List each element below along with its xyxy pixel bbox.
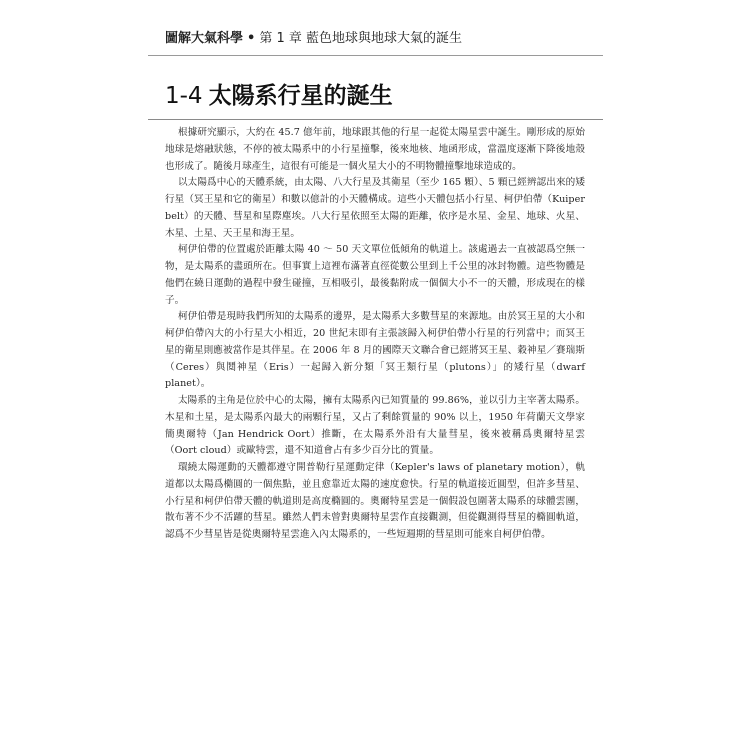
header-separator: • [247,31,256,46]
paragraph-3: 柯伊伯帶的位置處於距離太陽 40 ～ 50 天文單位低傾角的軌道上。該處過去一直被認爲空無一物，是太陽系的盡頭所在。但事實上這裡布滿著直徑從數公里到上千公里的冰封物體。這些物體是他們在繞日運動的過程中發生碰撞，互相吸引，最後黏附成一個個大小不一的天體，形成現在的樣子。 [165,244,585,306]
section-number: 1-4 [165,83,203,109]
body-text [165,125,585,544]
paragraph-1: 根據研究顯示，大約在 45.7 億年前，地球跟其他的行星一起從太陽星雲中誕生。剛形成的原始地球是熔融狀態，不停的被太陽系中的小行星撞擊，後來地核、地函形成，當溫度逐漸下降後地殼也形成了。隨後月球產生，這很有可能是一個火星大小的不明物體撞擊地球造成的。 [165,127,585,172]
paragraph-6: 環繞太陽運動的天體都遵守開普勒行星運動定律（Kepler's laws of planetary motion），軌道都以太陽爲橢圓的一個焦點，並且愈靠近太陽的速度愈快。行星的軌道接近圓型，但許多彗星、小行星和柯伊伯帶天體的軌道則是高度橢圓的。奧爾特星雲是一個假設包圍著太陽系的球體雲團，散布著不少不活躍的彗星。雖然人們未曾對奧爾特星雲作直接觀測，但從觀測得彗星的橢圓軌道，認爲不少彗星皆是從奧爾特星雲進入內太陽系的，一些短週期的彗星則可能來自柯伊伯帶。 [165,462,585,540]
header-divider [148,55,603,56]
running-header [165,30,595,48]
section-heading [165,81,393,111]
paragraph-4: 柯伊伯帶是現時我們所知的太陽系的邊界，是太陽系大多數彗星的來源地。由於冥王星的大小和柯伊伯帶內大的小行星大小相近，20 世紀末即有主張該歸入柯伊伯帶小行星的行列當中；而冥王星的衛星則應被當作是其伴星。在 2006 年 8 月的國際天文聯合會已經將冥王星、穀神星／賽瑞斯（Ceres）與鬩神星（Eris）一起歸入新分類「冥王類行星（plutons）」的矮行星（dwarf planet）。 [165,311,585,390]
paragraph-5: 太陽系的主角是位於中心的太陽，擁有太陽系內已知質量的 99.86%，並以引力主宰著太陽系。木星和土星，是太陽系內最大的兩顆行星，又占了剩餘質量的 90% 以上，1950 年荷蘭天文學家簡奧爾特（Jan Hendrick Oort）推斷，在太陽系外沿有大量彗星，後來被稱爲奧爾特星雲（Oort cloud）或歐特雲，還不知道會占有多少百分比的質量。 [165,395,585,457]
section-divider [148,119,603,120]
chapter-title: 第 1 章 藍色地球與地球大氣的誕生 [259,31,462,46]
paragraph-2: 以太陽爲中心的天體系統，由太陽、八大行星及其衛星（至少 165 顆）、5 顆已經辨認出來的矮行星（冥王星和它的衛星）和數以億計的小天體構成。這些小天體包括小行星、柯伊伯帶（Kuiper belt）的天體、彗星和星際塵埃。八大行星依照至太陽的距離，依序是水星、金星、地球、火星、木星、土星、天王星和海王星。 [165,177,585,239]
section-title: 太陽系行星的誕生 [208,83,393,109]
book-series-title: 圖解大氣科學 [165,31,244,46]
